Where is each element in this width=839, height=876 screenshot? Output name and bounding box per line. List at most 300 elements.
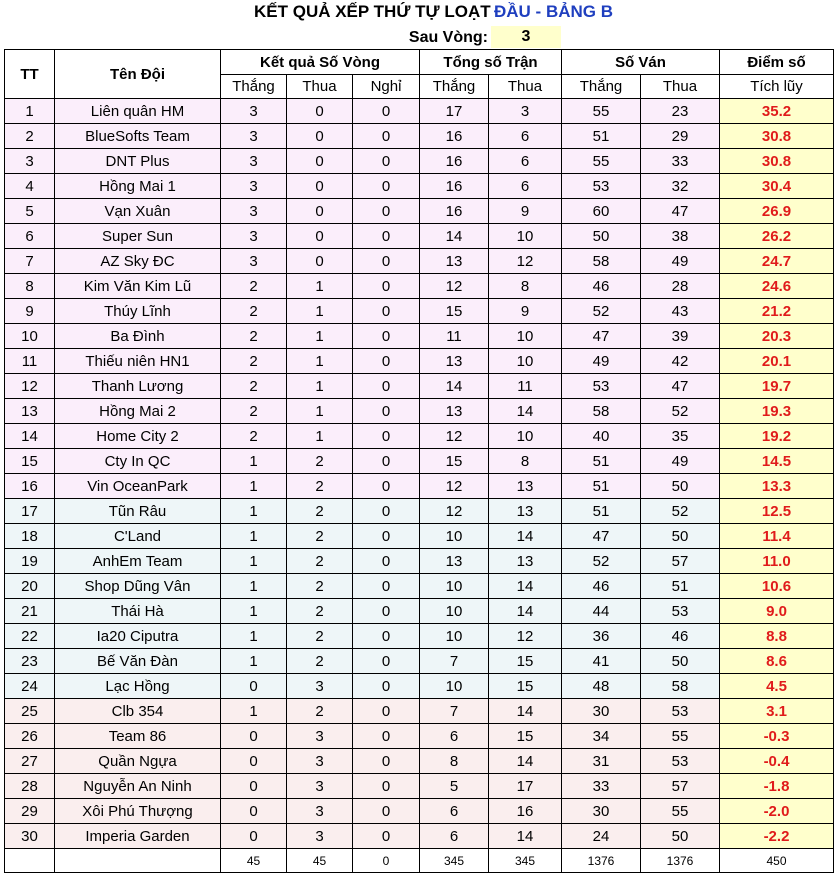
matches-loss-cell[interactable]: 15 bbox=[489, 724, 562, 749]
rank-cell[interactable]: 4 bbox=[5, 174, 55, 199]
round-value-cell[interactable]: 3 bbox=[491, 26, 561, 48]
matches-loss-cell[interactable]: 14 bbox=[489, 524, 562, 549]
matches-loss-cell[interactable]: 14 bbox=[489, 574, 562, 599]
games-loss-cell[interactable]: 49 bbox=[641, 249, 720, 274]
games-loss-cell[interactable]: 53 bbox=[641, 749, 720, 774]
rounds-rest-cell[interactable]: 0 bbox=[353, 249, 420, 274]
matches-loss-cell[interactable]: 13 bbox=[489, 499, 562, 524]
matches-loss-cell[interactable]: 10 bbox=[489, 349, 562, 374]
points-cell[interactable]: 35.2 bbox=[720, 99, 834, 124]
team-name-cell[interactable]: Hồng Mai 1 bbox=[55, 174, 221, 199]
matches-win-cell[interactable]: 16 bbox=[420, 149, 489, 174]
matches-win-cell[interactable]: 16 bbox=[420, 199, 489, 224]
points-cell[interactable]: 3.1 bbox=[720, 699, 834, 724]
matches-win-cell[interactable]: 12 bbox=[420, 499, 489, 524]
rounds-rest-cell[interactable]: 0 bbox=[353, 274, 420, 299]
team-name-cell[interactable]: Vin OceanPark bbox=[55, 474, 221, 499]
matches-win-cell[interactable]: 17 bbox=[420, 99, 489, 124]
games-loss-cell[interactable]: 23 bbox=[641, 99, 720, 124]
team-name-cell[interactable]: Vạn Xuân bbox=[55, 199, 221, 224]
rounds-loss-cell[interactable]: 0 bbox=[287, 99, 353, 124]
rounds-win-cell[interactable]: 3 bbox=[221, 124, 287, 149]
matches-loss-cell[interactable]: 15 bbox=[489, 649, 562, 674]
points-cell[interactable]: -2.0 bbox=[720, 799, 834, 824]
team-name-cell[interactable]: Cty In QC bbox=[55, 449, 221, 474]
rounds-win-cell[interactable]: 0 bbox=[221, 799, 287, 824]
rounds-loss-cell[interactable]: 2 bbox=[287, 549, 353, 574]
games-win-cell[interactable]: 48 bbox=[562, 674, 641, 699]
matches-loss-cell[interactable]: 10 bbox=[489, 424, 562, 449]
rounds-rest-cell[interactable]: 0 bbox=[353, 599, 420, 624]
rounds-loss-cell[interactable]: 0 bbox=[287, 149, 353, 174]
rank-cell[interactable]: 6 bbox=[5, 224, 55, 249]
rounds-loss-cell[interactable]: 1 bbox=[287, 299, 353, 324]
matches-loss-cell[interactable]: 12 bbox=[489, 249, 562, 274]
matches-win-cell[interactable]: 12 bbox=[420, 424, 489, 449]
rounds-rest-cell[interactable]: 0 bbox=[353, 449, 420, 474]
rounds-loss-cell[interactable]: 0 bbox=[287, 249, 353, 274]
games-win-cell[interactable]: 33 bbox=[562, 774, 641, 799]
rounds-loss-cell[interactable]: 0 bbox=[287, 124, 353, 149]
games-loss-cell[interactable]: 46 bbox=[641, 624, 720, 649]
rank-cell[interactable]: 24 bbox=[5, 674, 55, 699]
games-win-cell[interactable]: 30 bbox=[562, 799, 641, 824]
games-loss-cell[interactable]: 53 bbox=[641, 699, 720, 724]
rank-cell[interactable]: 5 bbox=[5, 199, 55, 224]
points-cell[interactable]: 13.3 bbox=[720, 474, 834, 499]
games-win-cell[interactable]: 55 bbox=[562, 99, 641, 124]
rounds-loss-cell[interactable]: 2 bbox=[287, 449, 353, 474]
points-cell[interactable]: 26.9 bbox=[720, 199, 834, 224]
team-name-cell[interactable]: Team 86 bbox=[55, 724, 221, 749]
team-name-cell[interactable]: Quần Ngựa bbox=[55, 749, 221, 774]
rounds-loss-cell[interactable]: 1 bbox=[287, 324, 353, 349]
rounds-loss-cell[interactable]: 1 bbox=[287, 424, 353, 449]
rounds-rest-cell[interactable]: 0 bbox=[353, 724, 420, 749]
rounds-rest-cell[interactable]: 0 bbox=[353, 649, 420, 674]
matches-loss-cell[interactable]: 9 bbox=[489, 199, 562, 224]
rounds-rest-cell[interactable]: 0 bbox=[353, 574, 420, 599]
games-win-cell[interactable]: 53 bbox=[562, 174, 641, 199]
rank-cell[interactable]: 14 bbox=[5, 424, 55, 449]
team-name-cell[interactable]: Clb 354 bbox=[55, 699, 221, 724]
points-cell[interactable]: 20.3 bbox=[720, 324, 834, 349]
points-cell[interactable]: 9.0 bbox=[720, 599, 834, 624]
matches-loss-cell[interactable]: 10 bbox=[489, 324, 562, 349]
rounds-loss-cell[interactable]: 3 bbox=[287, 799, 353, 824]
matches-loss-cell[interactable]: 15 bbox=[489, 674, 562, 699]
rounds-win-cell[interactable]: 1 bbox=[221, 599, 287, 624]
rounds-loss-cell[interactable]: 0 bbox=[287, 174, 353, 199]
rounds-win-cell[interactable]: 0 bbox=[221, 724, 287, 749]
games-win-cell[interactable]: 51 bbox=[562, 449, 641, 474]
matches-win-cell[interactable]: 6 bbox=[420, 724, 489, 749]
games-loss-cell[interactable]: 35 bbox=[641, 424, 720, 449]
matches-win-cell[interactable]: 12 bbox=[420, 474, 489, 499]
points-cell[interactable]: -1.8 bbox=[720, 774, 834, 799]
rounds-win-cell[interactable]: 3 bbox=[221, 149, 287, 174]
rank-cell[interactable]: 15 bbox=[5, 449, 55, 474]
rank-cell[interactable]: 25 bbox=[5, 699, 55, 724]
rounds-win-cell[interactable]: 1 bbox=[221, 524, 287, 549]
rounds-win-cell[interactable]: 1 bbox=[221, 499, 287, 524]
games-win-cell[interactable]: 46 bbox=[562, 274, 641, 299]
matches-loss-cell[interactable]: 6 bbox=[489, 149, 562, 174]
rounds-rest-cell[interactable]: 0 bbox=[353, 524, 420, 549]
rank-cell[interactable]: 27 bbox=[5, 749, 55, 774]
rounds-rest-cell[interactable]: 0 bbox=[353, 324, 420, 349]
games-loss-cell[interactable]: 58 bbox=[641, 674, 720, 699]
points-cell[interactable]: -0.3 bbox=[720, 724, 834, 749]
matches-loss-cell[interactable]: 13 bbox=[489, 474, 562, 499]
rounds-rest-cell[interactable]: 0 bbox=[353, 624, 420, 649]
rounds-rest-cell[interactable]: 0 bbox=[353, 299, 420, 324]
points-cell[interactable]: 12.5 bbox=[720, 499, 834, 524]
matches-win-cell[interactable]: 14 bbox=[420, 374, 489, 399]
matches-win-cell[interactable]: 10 bbox=[420, 524, 489, 549]
rank-cell[interactable]: 22 bbox=[5, 624, 55, 649]
matches-loss-cell[interactable]: 11 bbox=[489, 374, 562, 399]
games-loss-cell[interactable]: 52 bbox=[641, 499, 720, 524]
rounds-win-cell[interactable]: 2 bbox=[221, 374, 287, 399]
games-loss-cell[interactable]: 50 bbox=[641, 474, 720, 499]
rounds-rest-cell[interactable]: 0 bbox=[353, 174, 420, 199]
rank-cell[interactable]: 16 bbox=[5, 474, 55, 499]
matches-win-cell[interactable]: 13 bbox=[420, 549, 489, 574]
rank-cell[interactable]: 7 bbox=[5, 249, 55, 274]
rounds-win-cell[interactable]: 3 bbox=[221, 199, 287, 224]
matches-win-cell[interactable]: 14 bbox=[420, 224, 489, 249]
matches-loss-cell[interactable]: 13 bbox=[489, 549, 562, 574]
rounds-loss-cell[interactable]: 3 bbox=[287, 674, 353, 699]
rounds-rest-cell[interactable]: 0 bbox=[353, 474, 420, 499]
games-loss-cell[interactable]: 38 bbox=[641, 224, 720, 249]
rounds-win-cell[interactable]: 1 bbox=[221, 574, 287, 599]
rounds-win-cell[interactable]: 0 bbox=[221, 674, 287, 699]
matches-win-cell[interactable]: 11 bbox=[420, 324, 489, 349]
points-cell[interactable]: 26.2 bbox=[720, 224, 834, 249]
rounds-loss-cell[interactable]: 2 bbox=[287, 599, 353, 624]
rounds-loss-cell[interactable]: 3 bbox=[287, 749, 353, 774]
matches-win-cell[interactable]: 13 bbox=[420, 349, 489, 374]
matches-win-cell[interactable]: 6 bbox=[420, 824, 489, 849]
total-games-win[interactable]: 1376 bbox=[562, 849, 641, 873]
rank-cell[interactable]: 9 bbox=[5, 299, 55, 324]
rounds-win-cell[interactable]: 1 bbox=[221, 624, 287, 649]
rounds-win-cell[interactable]: 1 bbox=[221, 699, 287, 724]
team-name-cell[interactable]: Kim Văn Kim Lũ bbox=[55, 274, 221, 299]
matches-win-cell[interactable]: 10 bbox=[420, 599, 489, 624]
rank-cell[interactable]: 13 bbox=[5, 399, 55, 424]
games-win-cell[interactable]: 52 bbox=[562, 549, 641, 574]
points-cell[interactable]: 21.2 bbox=[720, 299, 834, 324]
total-rounds-win[interactable]: 45 bbox=[221, 849, 287, 873]
total-team[interactable] bbox=[55, 849, 221, 873]
team-name-cell[interactable]: Tũn Râu bbox=[55, 499, 221, 524]
team-name-cell[interactable]: Hồng Mai 2 bbox=[55, 399, 221, 424]
points-cell[interactable]: 10.6 bbox=[720, 574, 834, 599]
games-loss-cell[interactable]: 55 bbox=[641, 724, 720, 749]
rounds-win-cell[interactable]: 1 bbox=[221, 549, 287, 574]
rounds-rest-cell[interactable]: 0 bbox=[353, 774, 420, 799]
matches-loss-cell[interactable]: 14 bbox=[489, 824, 562, 849]
total-games-loss[interactable]: 1376 bbox=[641, 849, 720, 873]
total-rounds-loss[interactable]: 45 bbox=[287, 849, 353, 873]
games-loss-cell[interactable]: 50 bbox=[641, 524, 720, 549]
rank-cell[interactable]: 21 bbox=[5, 599, 55, 624]
matches-win-cell[interactable]: 7 bbox=[420, 699, 489, 724]
points-cell[interactable]: 24.7 bbox=[720, 249, 834, 274]
total-rounds-rest[interactable]: 0 bbox=[353, 849, 420, 873]
team-name-cell[interactable]: Home City 2 bbox=[55, 424, 221, 449]
total-points[interactable]: 450 bbox=[720, 849, 834, 873]
games-loss-cell[interactable]: 47 bbox=[641, 374, 720, 399]
matches-loss-cell[interactable]: 14 bbox=[489, 749, 562, 774]
rank-cell[interactable]: 30 bbox=[5, 824, 55, 849]
rounds-rest-cell[interactable]: 0 bbox=[353, 149, 420, 174]
rank-cell[interactable]: 28 bbox=[5, 774, 55, 799]
team-name-cell[interactable]: Liên quân HM bbox=[55, 99, 221, 124]
matches-loss-cell[interactable]: 10 bbox=[489, 224, 562, 249]
team-name-cell[interactable]: Thúy Lĩnh bbox=[55, 299, 221, 324]
total-matches-loss[interactable]: 345 bbox=[489, 849, 562, 873]
matches-loss-cell[interactable]: 16 bbox=[489, 799, 562, 824]
matches-win-cell[interactable]: 16 bbox=[420, 174, 489, 199]
rounds-win-cell[interactable]: 3 bbox=[221, 99, 287, 124]
games-win-cell[interactable]: 47 bbox=[562, 524, 641, 549]
points-cell[interactable]: -0.4 bbox=[720, 749, 834, 774]
games-loss-cell[interactable]: 42 bbox=[641, 349, 720, 374]
team-name-cell[interactable]: Ia20 Ciputra bbox=[55, 624, 221, 649]
rank-cell[interactable]: 12 bbox=[5, 374, 55, 399]
games-loss-cell[interactable]: 47 bbox=[641, 199, 720, 224]
matches-win-cell[interactable]: 15 bbox=[420, 299, 489, 324]
matches-loss-cell[interactable]: 9 bbox=[489, 299, 562, 324]
games-loss-cell[interactable]: 57 bbox=[641, 774, 720, 799]
rounds-rest-cell[interactable]: 0 bbox=[353, 99, 420, 124]
rank-cell[interactable]: 18 bbox=[5, 524, 55, 549]
rank-cell[interactable]: 19 bbox=[5, 549, 55, 574]
rounds-win-cell[interactable]: 1 bbox=[221, 474, 287, 499]
rounds-rest-cell[interactable]: 0 bbox=[353, 374, 420, 399]
rounds-win-cell[interactable]: 2 bbox=[221, 399, 287, 424]
rank-cell[interactable]: 1 bbox=[5, 99, 55, 124]
rounds-win-cell[interactable]: 2 bbox=[221, 299, 287, 324]
team-name-cell[interactable]: Thái Hà bbox=[55, 599, 221, 624]
team-name-cell[interactable]: Lạc Hồng bbox=[55, 674, 221, 699]
matches-win-cell[interactable]: 15 bbox=[420, 449, 489, 474]
games-loss-cell[interactable]: 57 bbox=[641, 549, 720, 574]
games-loss-cell[interactable]: 55 bbox=[641, 799, 720, 824]
rounds-win-cell[interactable]: 1 bbox=[221, 449, 287, 474]
matches-loss-cell[interactable]: 8 bbox=[489, 449, 562, 474]
rounds-win-cell[interactable]: 0 bbox=[221, 774, 287, 799]
games-win-cell[interactable]: 51 bbox=[562, 474, 641, 499]
team-name-cell[interactable]: Super Sun bbox=[55, 224, 221, 249]
points-cell[interactable]: 19.3 bbox=[720, 399, 834, 424]
total-rank[interactable] bbox=[5, 849, 55, 873]
matches-win-cell[interactable]: 10 bbox=[420, 674, 489, 699]
games-loss-cell[interactable]: 32 bbox=[641, 174, 720, 199]
games-loss-cell[interactable]: 39 bbox=[641, 324, 720, 349]
games-win-cell[interactable]: 53 bbox=[562, 374, 641, 399]
matches-loss-cell[interactable]: 3 bbox=[489, 99, 562, 124]
matches-loss-cell[interactable]: 8 bbox=[489, 274, 562, 299]
rank-cell[interactable]: 20 bbox=[5, 574, 55, 599]
rank-cell[interactable]: 17 bbox=[5, 499, 55, 524]
games-win-cell[interactable]: 60 bbox=[562, 199, 641, 224]
games-win-cell[interactable]: 34 bbox=[562, 724, 641, 749]
rank-cell[interactable]: 26 bbox=[5, 724, 55, 749]
matches-win-cell[interactable]: 7 bbox=[420, 649, 489, 674]
rounds-rest-cell[interactable]: 0 bbox=[353, 549, 420, 574]
rounds-rest-cell[interactable]: 0 bbox=[353, 424, 420, 449]
rounds-win-cell[interactable]: 0 bbox=[221, 749, 287, 774]
games-win-cell[interactable]: 51 bbox=[562, 499, 641, 524]
team-name-cell[interactable]: C'Land bbox=[55, 524, 221, 549]
games-win-cell[interactable]: 46 bbox=[562, 574, 641, 599]
points-cell[interactable]: 4.5 bbox=[720, 674, 834, 699]
points-cell[interactable]: 30.8 bbox=[720, 149, 834, 174]
team-name-cell[interactable]: Thanh Lương bbox=[55, 374, 221, 399]
games-win-cell[interactable]: 50 bbox=[562, 224, 641, 249]
games-loss-cell[interactable]: 43 bbox=[641, 299, 720, 324]
rounds-win-cell[interactable]: 1 bbox=[221, 649, 287, 674]
games-loss-cell[interactable]: 49 bbox=[641, 449, 720, 474]
rounds-loss-cell[interactable]: 2 bbox=[287, 474, 353, 499]
team-name-cell[interactable]: Ba Đình bbox=[55, 324, 221, 349]
matches-win-cell[interactable]: 5 bbox=[420, 774, 489, 799]
games-loss-cell[interactable]: 50 bbox=[641, 649, 720, 674]
team-name-cell[interactable]: AZ Sky ĐC bbox=[55, 249, 221, 274]
rank-cell[interactable]: 10 bbox=[5, 324, 55, 349]
games-win-cell[interactable]: 49 bbox=[562, 349, 641, 374]
rank-cell[interactable]: 23 bbox=[5, 649, 55, 674]
rounds-win-cell[interactable]: 3 bbox=[221, 249, 287, 274]
games-win-cell[interactable]: 47 bbox=[562, 324, 641, 349]
rounds-win-cell[interactable]: 2 bbox=[221, 424, 287, 449]
team-name-cell[interactable]: Shop Dũng Vân bbox=[55, 574, 221, 599]
rounds-loss-cell[interactable]: 1 bbox=[287, 349, 353, 374]
points-cell[interactable]: 24.6 bbox=[720, 274, 834, 299]
rounds-loss-cell[interactable]: 3 bbox=[287, 724, 353, 749]
matches-win-cell[interactable]: 6 bbox=[420, 799, 489, 824]
matches-win-cell[interactable]: 13 bbox=[420, 399, 489, 424]
rounds-rest-cell[interactable]: 0 bbox=[353, 674, 420, 699]
rounds-loss-cell[interactable]: 0 bbox=[287, 199, 353, 224]
games-loss-cell[interactable]: 51 bbox=[641, 574, 720, 599]
rounds-win-cell[interactable]: 0 bbox=[221, 824, 287, 849]
games-win-cell[interactable]: 55 bbox=[562, 149, 641, 174]
rounds-loss-cell[interactable]: 2 bbox=[287, 649, 353, 674]
rounds-loss-cell[interactable]: 3 bbox=[287, 774, 353, 799]
rounds-rest-cell[interactable]: 0 bbox=[353, 499, 420, 524]
points-cell[interactable]: 30.4 bbox=[720, 174, 834, 199]
team-name-cell[interactable]: Thiếu niên HN1 bbox=[55, 349, 221, 374]
points-cell[interactable]: -2.2 bbox=[720, 824, 834, 849]
rounds-loss-cell[interactable]: 0 bbox=[287, 224, 353, 249]
rank-cell[interactable]: 29 bbox=[5, 799, 55, 824]
games-loss-cell[interactable]: 28 bbox=[641, 274, 720, 299]
rounds-loss-cell[interactable]: 1 bbox=[287, 374, 353, 399]
team-name-cell[interactable]: Imperia Garden bbox=[55, 824, 221, 849]
points-cell[interactable]: 19.7 bbox=[720, 374, 834, 399]
rounds-win-cell[interactable]: 3 bbox=[221, 224, 287, 249]
rounds-loss-cell[interactable]: 1 bbox=[287, 399, 353, 424]
rounds-rest-cell[interactable]: 0 bbox=[353, 799, 420, 824]
games-win-cell[interactable]: 44 bbox=[562, 599, 641, 624]
rounds-rest-cell[interactable]: 0 bbox=[353, 349, 420, 374]
rank-cell[interactable]: 11 bbox=[5, 349, 55, 374]
points-cell[interactable]: 19.2 bbox=[720, 424, 834, 449]
matches-loss-cell[interactable]: 6 bbox=[489, 174, 562, 199]
games-win-cell[interactable]: 31 bbox=[562, 749, 641, 774]
games-win-cell[interactable]: 58 bbox=[562, 399, 641, 424]
rounds-loss-cell[interactable]: 2 bbox=[287, 624, 353, 649]
points-cell[interactable]: 8.6 bbox=[720, 649, 834, 674]
matches-loss-cell[interactable]: 14 bbox=[489, 599, 562, 624]
rounds-rest-cell[interactable]: 0 bbox=[353, 224, 420, 249]
total-matches-win[interactable]: 345 bbox=[420, 849, 489, 873]
points-cell[interactable]: 30.8 bbox=[720, 124, 834, 149]
games-win-cell[interactable]: 24 bbox=[562, 824, 641, 849]
matches-win-cell[interactable]: 12 bbox=[420, 274, 489, 299]
rank-cell[interactable]: 2 bbox=[5, 124, 55, 149]
rounds-rest-cell[interactable]: 0 bbox=[353, 699, 420, 724]
games-loss-cell[interactable]: 50 bbox=[641, 824, 720, 849]
rounds-win-cell[interactable]: 2 bbox=[221, 324, 287, 349]
team-name-cell[interactable]: BlueSofts Team bbox=[55, 124, 221, 149]
rank-cell[interactable]: 8 bbox=[5, 274, 55, 299]
team-name-cell[interactable]: Xôi Phú Thượng bbox=[55, 799, 221, 824]
games-loss-cell[interactable]: 29 bbox=[641, 124, 720, 149]
rounds-rest-cell[interactable]: 0 bbox=[353, 749, 420, 774]
matches-loss-cell[interactable]: 6 bbox=[489, 124, 562, 149]
team-name-cell[interactable]: Nguyễn An Ninh bbox=[55, 774, 221, 799]
matches-loss-cell[interactable]: 17 bbox=[489, 774, 562, 799]
games-loss-cell[interactable]: 53 bbox=[641, 599, 720, 624]
rounds-rest-cell[interactable]: 0 bbox=[353, 124, 420, 149]
games-win-cell[interactable]: 30 bbox=[562, 699, 641, 724]
rounds-rest-cell[interactable]: 0 bbox=[353, 199, 420, 224]
rounds-rest-cell[interactable]: 0 bbox=[353, 399, 420, 424]
rounds-loss-cell[interactable]: 2 bbox=[287, 499, 353, 524]
matches-win-cell[interactable]: 13 bbox=[420, 249, 489, 274]
points-cell[interactable]: 11.0 bbox=[720, 549, 834, 574]
games-loss-cell[interactable]: 33 bbox=[641, 149, 720, 174]
matches-win-cell[interactable]: 10 bbox=[420, 574, 489, 599]
team-name-cell[interactable]: Bế Văn Đàn bbox=[55, 649, 221, 674]
matches-win-cell[interactable]: 10 bbox=[420, 624, 489, 649]
rounds-win-cell[interactable]: 2 bbox=[221, 349, 287, 374]
games-win-cell[interactable]: 52 bbox=[562, 299, 641, 324]
team-name-cell[interactable]: DNT Plus bbox=[55, 149, 221, 174]
points-cell[interactable]: 20.1 bbox=[720, 349, 834, 374]
games-loss-cell[interactable]: 52 bbox=[641, 399, 720, 424]
rounds-loss-cell[interactable]: 3 bbox=[287, 824, 353, 849]
rank-cell[interactable]: 3 bbox=[5, 149, 55, 174]
games-win-cell[interactable]: 41 bbox=[562, 649, 641, 674]
matches-win-cell[interactable]: 8 bbox=[420, 749, 489, 774]
rounds-win-cell[interactable]: 3 bbox=[221, 174, 287, 199]
rounds-loss-cell[interactable]: 2 bbox=[287, 699, 353, 724]
games-win-cell[interactable]: 51 bbox=[562, 124, 641, 149]
points-cell[interactable]: 8.8 bbox=[720, 624, 834, 649]
matches-loss-cell[interactable]: 14 bbox=[489, 699, 562, 724]
rounds-loss-cell[interactable]: 1 bbox=[287, 274, 353, 299]
rounds-loss-cell[interactable]: 2 bbox=[287, 574, 353, 599]
rounds-rest-cell[interactable]: 0 bbox=[353, 824, 420, 849]
